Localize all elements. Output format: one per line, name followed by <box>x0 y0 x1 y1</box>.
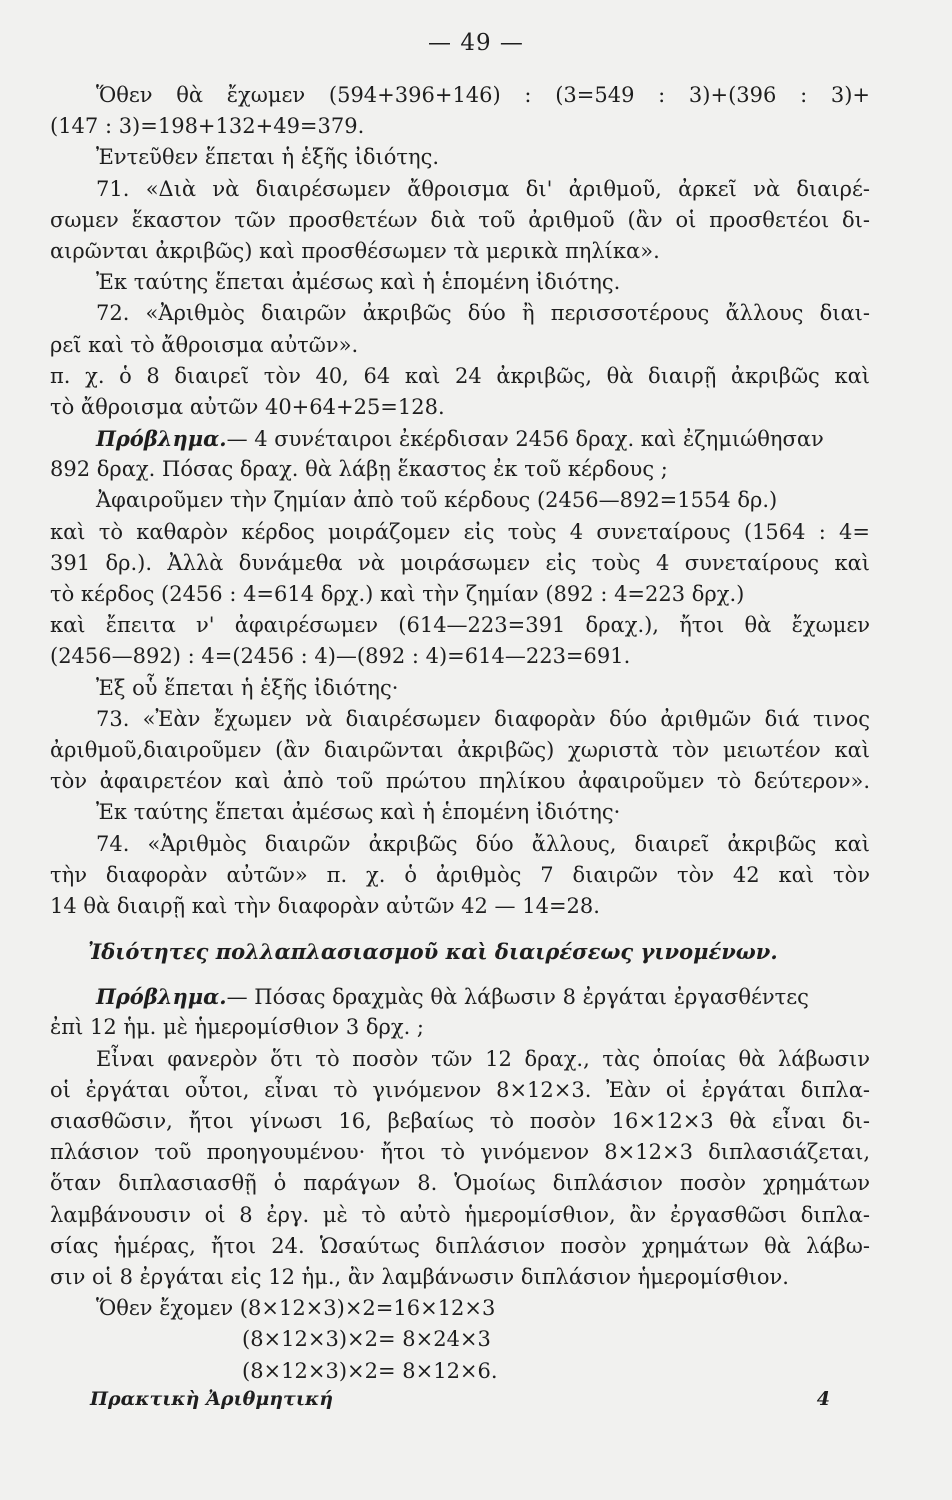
text-line: ὅταν διπλασιασθῇ ὁ παράγων 8. Ὁμοίως διπλάσιον ποσὸν χρημάτων <box>50 1171 870 1196</box>
text-line: τὸν ἀφαιρετέον καὶ ἀπὸ τοῦ πρώτου πηλίκου ἀφαιροῦμεν τὸ δεύτερον». <box>50 769 870 794</box>
problem-line <box>50 423 870 454</box>
page-number: — 49 — <box>428 30 524 56</box>
text-line: Ἐξ οὗ ἕπεται ἡ ἑξῆς ἰδιότης· <box>96 675 399 700</box>
footer-book-title: Πρακτικὴ Ἀριθμητική <box>90 1388 334 1410</box>
text-line: 71. «Διὰ νὰ διαιρέσωμεν ἄθροισμα δι' ἀριθμοῦ, ἀρκεῖ νὰ διαιρέ- <box>96 176 870 201</box>
text-line: Εἶναι φανερὸν ὅτι τὸ ποσὸν τῶν 12 δραχ., τὰς ὁποίας θὰ λάβωσιν <box>96 1046 870 1071</box>
text-line: αιρῶνται ἀκριβῶς) καὶ προσθέσωμεν τὰ μερικὰ πηλίκα». <box>50 238 660 263</box>
text-line: ἀριθμοῦ,διαιροῦμεν (ἂν διαιρῶνται ἀκριβῶς) χωριστὰ τὸν μειωτέον καὶ <box>50 737 870 762</box>
footer-signature: 4 <box>816 1388 830 1410</box>
text-line: ρεῖ καὶ τὸ ἄθροισμα αὐτῶν». <box>50 332 359 357</box>
problem-line <box>50 981 870 1012</box>
text-line: Ἐντεῦθεν ἕπεται ἡ ἑξῆς ἰδιότης. <box>96 145 440 170</box>
equation-line: (8×12×3)×2= 8×12×6. <box>242 1358 498 1383</box>
text-line: καὶ τὸ καθαρὸν κέρδος μοιράζομεν εἰς τοὺς 4 συνεταίρους (1564 : 4= <box>50 519 870 544</box>
problem-label: Πρόβλημα. <box>96 426 227 452</box>
text-line: 892 δραχ. Πόσας δραχ. θὰ λάβῃ ἕκαστος ἐκ τοῦ κέρδους ; <box>50 457 668 482</box>
text-line: σωμεν ἕκαστον τῶν προσθετέων διὰ τοῦ ἀριθμοῦ (ἂν οἱ προσθετέοι δι- <box>50 207 870 232</box>
text-line: Ἐκ ταύτης ἕπεται ἀμέσως καὶ ἡ ἑπομένη ἰδιότης. <box>96 270 621 295</box>
text-line: τὸ ἄθροισμα αὐτῶν 40+64+25=128. <box>50 394 445 419</box>
text-line: σίας ἡμέρας, ἤτοι 24. Ὡσαύτως διπλάσιον ποσὸν χρημάτων θὰ λάβω- <box>50 1233 870 1258</box>
text-line: 73. «Ἐὰν ἔχωμεν νὰ διαιρέσωμεν διαφορὰν δύο ἀριθμῶν διά τινος <box>96 706 870 731</box>
text-line: 391 δρ.). Ἀλλὰ δυνάμεθα νὰ μοιράσωμεν εἰς τοὺς 4 συνεταίρους καὶ <box>50 550 870 575</box>
text-line: πλάσιον τοῦ προηγουμένου· ἤτοι τὸ γινόμενον 8×12×3 διπλασιάζεται, <box>50 1140 870 1165</box>
text-line: τὴν διαφορὰν αὐτῶν» π. χ. ὁ ἀριθμὸς 7 διαιρῶν τὸν 42 καὶ τὸν <box>50 862 870 887</box>
page-body <box>50 80 870 1387</box>
text-line: 72. «Ἀριθμὸς διαιρῶν ἀκριβῶς δύο ἢ περισσοτέρους ἄλλους διαι- <box>96 301 870 326</box>
text-line: σιν οἱ 8 ἐργάται εἰς 12 ἡμ., ἂν λαμβάνωσιν διπλάσιον ἡμερομίσθιον. <box>50 1264 789 1289</box>
text-line: 74. «Ἀριθμὸς διαιρῶν ἀκριβῶς δύο ἄλλους, διαιρεῖ ἀκριβῶς καὶ <box>96 831 870 856</box>
equation-line: (8×12×3)×2= 8×24×3 <box>242 1327 491 1352</box>
text-line: Ὅθεν θὰ ἔχωμεν (594+396+146) : (3=549 : 3)+(396 : 3)+ <box>96 83 870 107</box>
text-line: σιασθῶσιν, ἤτοι γίνωσι 16, βεβαίως τὸ ποσὸν 16×12×3 θὰ εἶναι δι- <box>50 1109 870 1133</box>
problem-text: — Πόσας δραχμὰς θὰ λάβωσιν 8 ἐργάται ἐργασθέντες <box>226 985 809 1010</box>
text-line: καὶ ἔπειτα ν' ἀφαιρέσωμεν (614—223=391 δραχ.), ἤτοι θὰ ἔχωμεν <box>50 613 870 638</box>
section-heading: Ἰδιότητες πολλαπλασιασμοῦ καὶ διαιρέσεως γινομένων. <box>88 939 778 965</box>
text-line: (147 : 3)=198+132+49=379. <box>50 114 365 139</box>
text-line: λαμβάνουσιν οἱ 8 ἐργ. μὲ τὸ αὐτὸ ἡμερομίσθιον, ἂν ἐργασθῶσι διπλα- <box>50 1202 870 1227</box>
section-gap <box>50 967 870 981</box>
text-line: τὸ κέρδος (2456 : 4=614 δρχ.) καὶ τὴν ζημίαν (892 : 4=223 δρχ.) <box>50 582 745 606</box>
text-line: ἐπὶ 12 ἡμ. μὲ ἡμερομίσθιον 3 δρχ. ; <box>50 1015 425 1040</box>
text-line: Ἐκ ταύτης ἕπεται ἀμέσως καὶ ἡ ἑπομένη ἰδιότης· <box>96 800 621 825</box>
equation-line: Ὅθεν ἔχομεν (8×12×3)×2=16×12×3 <box>96 1296 496 1321</box>
text-line: π. χ. ὁ 8 διαιρεῖ τὸν 40, 64 καὶ 24 ἀκριβῶς, θὰ διαιρῇ ἀκριβῶς καὶ <box>50 363 870 388</box>
text-line: 14 θὰ διαιρῇ καὶ τὴν διαφορὰν αὐτῶν 42 — 14=28. <box>50 893 600 918</box>
text-line: (2456—892) : 4=(2456 : 4)—(892 : 4)=614—223=691. <box>50 644 631 669</box>
section-gap <box>50 922 870 936</box>
problem-label: Πρόβλημα. <box>96 984 227 1010</box>
text-line: Ἀφαιροῦμεν τὴν ζημίαν ἀπὸ τοῦ κέρδους (2456—892=1554 δρ.) <box>96 488 778 513</box>
problem-text: — 4 συνέταιροι ἐκέρδισαν 2456 δραχ. καὶ ἐζημιώθησαν <box>226 427 824 452</box>
text-line: οἱ ἐργάται οὗτοι, εἶναι τὸ γινόμενον 8×12×3. Ἐὰν οἱ ἐργάται διπλα- <box>50 1077 870 1102</box>
